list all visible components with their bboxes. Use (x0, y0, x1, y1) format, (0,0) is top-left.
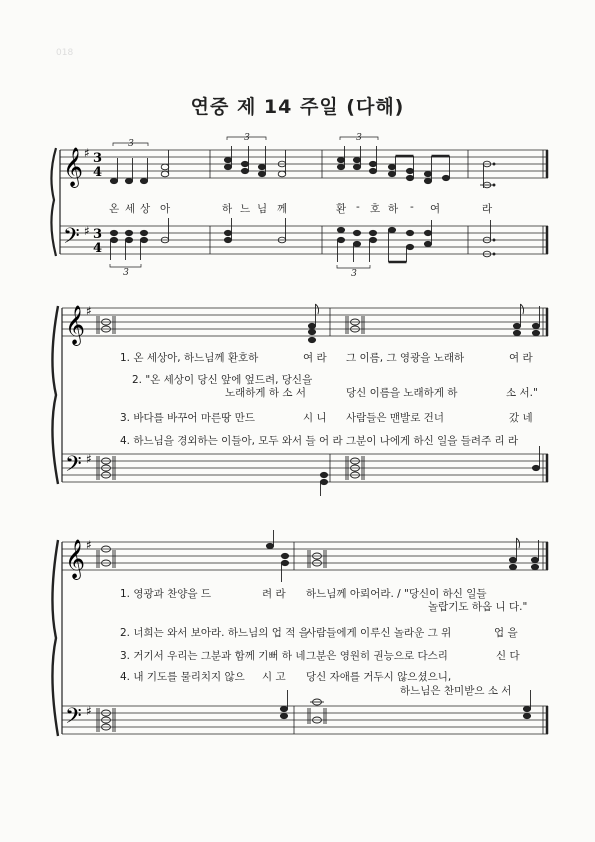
page-title: 연중 제 14 주일 (다해) (190, 96, 405, 118)
verse-2-line-d: 업 을 (494, 627, 518, 639)
verse-1-line-c: 하느님께 아뢰어라. / "당신이 하신 일들 (306, 588, 487, 600)
svg-text:3: 3 (93, 151, 103, 166)
verse-1-line-a: 1. 영광과 찬양을 드 (120, 588, 212, 600)
svg-text:𝄢: 𝄢 (65, 452, 82, 482)
verse-1-line-b: 여 라 (303, 352, 327, 364)
svg-text:♯: ♯ (86, 704, 92, 718)
triplet-label: 3 (356, 133, 362, 143)
verse-1-line-b: 려 라 (262, 588, 286, 600)
lyric-syllable: 하 (222, 203, 233, 215)
svg-text:4: 4 (93, 165, 103, 180)
verse-4-line-a: 4. 내 기도를 물리치지 않으 (120, 671, 245, 683)
svg-text:𝄞: 𝄞 (65, 539, 86, 579)
svg-text:𝄢: 𝄢 (65, 704, 82, 734)
triplet-label: 3 (351, 269, 357, 279)
verse-4-line-c: 당신 자애를 거두시 않으셨으니, (306, 671, 452, 683)
lyric-syllable: 하 (388, 203, 399, 215)
lyric-syllable: 느 (240, 203, 251, 215)
lyric-syllable: 여 (430, 203, 441, 215)
svg-text:♯: ♯ (86, 452, 92, 466)
verse-4-line-a: 4. 하느님을 경외하는 이들아, 모두 와서 들 어 라 (120, 435, 343, 447)
triplet-label: 3 (244, 133, 250, 143)
svg-text:𝄢: 𝄢 (63, 224, 80, 254)
lyric-syllable: - (410, 201, 414, 213)
verse-2-line-c: 당신 이름을 노래하게 하 (346, 387, 458, 399)
lyric-syllable: 온 (109, 203, 120, 215)
verse-3-line-c: 사람들은 맨발로 건너 (346, 412, 444, 424)
svg-text:♯: ♯ (84, 146, 90, 160)
lyric-syllable: 라 (482, 203, 493, 215)
svg-text:♯: ♯ (86, 304, 92, 318)
svg-text:♯: ♯ (86, 538, 92, 552)
verse-4-line-c2: 하느님은 찬미받으 소 서 (400, 685, 512, 697)
lyric-syllable: 세 (125, 203, 136, 215)
svg-text:4: 4 (93, 241, 103, 256)
verse-1-line-a: 1. 온 세상아, 하느님께 환호하 (120, 352, 259, 364)
lyric-syllable: 께 (277, 203, 288, 215)
verse-2-line-a: 2. 너희는 와서 보아라. 하느님의 업 적 을 (120, 627, 309, 639)
verse-2-line-c: 사람들에게 이루신 놀라운 그 위 (306, 627, 452, 639)
verse-1-line-c: 그 이름, 그 영광을 노래하 (346, 352, 465, 364)
verse-3-line-d: 신 다 (496, 650, 520, 662)
lyric-syllable: 호 (370, 203, 381, 215)
svg-text:𝄞: 𝄞 (65, 305, 86, 345)
lyric-syllable: 환 (336, 203, 347, 215)
page-number-mark: 018 (56, 48, 74, 58)
svg-text:𝄞: 𝄞 (63, 147, 84, 187)
lyric-syllable: - (356, 201, 360, 213)
lyric-syllable: 아 (160, 203, 171, 215)
verse-1-line-d: 여 라 (509, 352, 533, 364)
svg-text:3: 3 (93, 227, 103, 242)
triplet-label: 3 (128, 139, 134, 149)
verse-2-line-a2: 노래하게 하 소 서 (225, 387, 307, 399)
verse-2-line-d: 소 서." (506, 387, 538, 399)
verse-1-line-c2: 놀랍기도 하옵 니 다." (428, 601, 528, 613)
verse-3-line-b: 시 니 (303, 412, 327, 424)
verse-3-line-c: 그분은 영원히 권능으로 다스리 (306, 650, 448, 662)
triplet-label: 3 (123, 268, 129, 278)
verse-2-line-a: 2. "온 세상이 당신 앞에 엎드려, 당신을 (132, 374, 313, 386)
verse-3-line-a: 3. 거기서 우리는 그분과 함께 기뻐 하 네 (120, 650, 306, 662)
lyric-syllable: 상 (140, 203, 151, 215)
verse-4-line-b: 시 고 (262, 671, 286, 683)
verse-3-line-d: 갔 네 (509, 412, 533, 424)
verse-4-line-c: 그분이 나에게 하신 일을 들려주 리 라 (346, 435, 519, 447)
lyric-syllable: 님 (257, 203, 268, 215)
verse-3-line-a: 3. 바다를 바꾸어 마른땅 만드 (120, 412, 255, 424)
svg-text:♯: ♯ (84, 224, 90, 238)
